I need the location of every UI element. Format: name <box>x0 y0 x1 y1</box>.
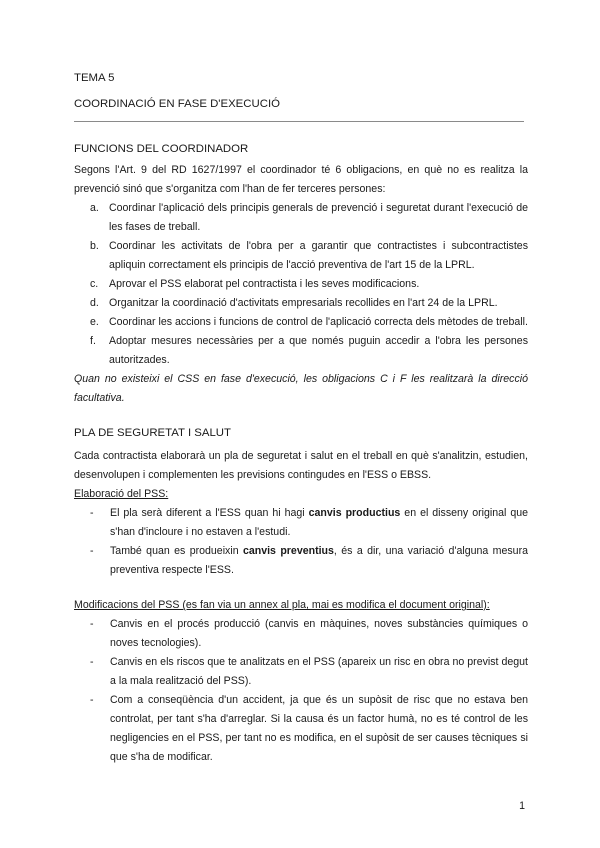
list-marker: a. <box>90 202 99 214</box>
list-item-text: Coordinar les accions i funcions de control de l'aplicació correcta dels mètodes de treball. <box>109 316 528 328</box>
list-item <box>74 199 528 237</box>
list-marker: - <box>90 545 94 557</box>
list-item-text: Adoptar mesures necessàries per a que només puguin accedir a l'obra les persones autoritzades. <box>109 335 528 366</box>
list-item <box>74 294 528 313</box>
modifications-list <box>74 615 528 767</box>
elaboration-list <box>74 504 528 580</box>
obligations-list <box>74 199 528 370</box>
section-title-coordinator-functions: FUNCIONS DEL COORDINADOR <box>74 143 249 155</box>
list-item-text: Aprovar el PSS elaborat pel contractista i les seves modificacions. <box>109 278 420 290</box>
list-item-text: Canvis en els riscos que te analitzats en el PSS (apareix un risc en obra no previst degut a la mala realització del PSS). <box>110 656 528 687</box>
list-marker: - <box>90 694 94 706</box>
list-marker: d. <box>90 297 99 309</box>
list-item-text: També quan es produeixin <box>110 545 243 557</box>
list-item <box>74 237 528 275</box>
list-item <box>74 653 528 691</box>
list-marker: f. <box>90 335 96 347</box>
list-marker: b. <box>90 240 99 252</box>
list-item-text: Com a conseqüència d'un accident, ja que és un supòsit de risc que no estava ben controlat, per tant s'ha d'arreglar. Si la causa és un factor humà, no es té control de les negligencies en el PSS, per tant no es modifica, en el supòsit de ser causes tècniques si que s'ha de modificar. <box>110 694 528 763</box>
elaboration-heading: Elaboració del PSS: <box>74 488 169 500</box>
spacer <box>74 580 528 596</box>
topic-subtitle: COORDINACIÓ EN FASE D'EXECUCIÓ <box>74 98 280 110</box>
list-item-text: , és a dir, una variació d'alguna mesura preventiva respecte l'ESS. <box>110 545 528 576</box>
header-divider <box>74 121 524 122</box>
list-item <box>74 691 528 767</box>
section1-intro: Segons l'Art. 9 del RD 1627/1997 el coordinador té 6 obligacions, en què no es realitza la prevenció sinó que s'organitza com l'han de fer terceres persones: <box>74 164 528 195</box>
document-page <box>74 70 528 767</box>
list-marker: - <box>90 507 94 519</box>
list-item-text: El pla serà diferent a l'ESS quan hi hagi <box>110 507 309 519</box>
emphasis-text: canvis productius <box>308 507 401 519</box>
list-item-text: Organitzar la coordinació d'activitats empresarials recollides en l'art 24 de la LPRL. <box>109 297 498 309</box>
page-number: 1 <box>519 800 525 812</box>
section1-note: Quan no existeixi el CSS en fase d'execució, les obligacions C i F les realitzarà la direcció facultativa. <box>74 373 528 404</box>
list-marker: - <box>90 656 94 668</box>
list-item-text: Canvis en el procés producció (canvis en màquines, noves substàncies químiques o noves tecnologies). <box>110 618 528 649</box>
list-marker: e. <box>90 316 99 328</box>
list-item <box>74 332 528 370</box>
list-item-text: en el disseny original que s'han d'incloure i no estaven a l'estudi. <box>110 507 529 538</box>
list-item <box>74 504 528 542</box>
topic-heading: TEMA 5 <box>74 72 115 84</box>
list-marker: c. <box>90 278 99 290</box>
list-item <box>74 313 528 332</box>
modifications-heading: Modificacions del PSS (es fan via un annex al pla, mai es modifica el document original): <box>74 599 490 611</box>
section2-intro: Cada contractista elaborarà un pla de seguretat i salut en el treball en què s'analitzin, estudien, desenvolupen i complementen les previsions contingudes en l'ESS o EBSS. <box>74 450 528 481</box>
emphasis-text: canvis preventius <box>242 545 334 557</box>
list-item-text: Coordinar les activitats de l'obra per a garantir que contractistes i subcontractistes apliquin correctament els principis de l'acció preventiva de l'art 15 de la LPRL. <box>109 240 528 271</box>
list-item-text: Coordinar l'aplicació dels principis generals de prevenció i seguretat durant l'execució de les fases de treball. <box>109 202 528 233</box>
list-item <box>74 615 528 653</box>
section-title-safety-plan: PLA DE SEGURETAT I SALUT <box>74 427 231 439</box>
list-item <box>74 542 528 580</box>
list-marker: - <box>90 618 94 630</box>
list-item <box>74 275 528 294</box>
